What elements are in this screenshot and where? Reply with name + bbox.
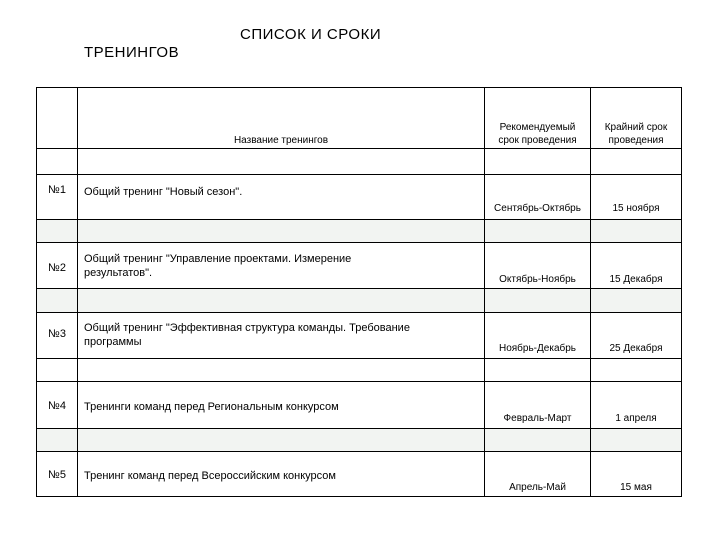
spacer-cell — [484, 148, 591, 175]
deadline-date: 15 ноября — [612, 203, 660, 214]
row-number: №3 — [48, 328, 66, 340]
header-recommended-label-2: срок проведения — [498, 135, 577, 146]
recommended-period: Октябрь-Ноябрь — [499, 274, 576, 285]
training-name-cont: результатов". — [84, 267, 153, 279]
training-table — [36, 87, 682, 497]
row-2-num-cell — [36, 242, 78, 289]
spacer-cell — [590, 148, 682, 175]
training-name: Тренинг команд перед Всероссийским конкурсом — [84, 470, 336, 482]
title-line-2: ТРЕНИНГОВ — [84, 44, 180, 61]
header-recommended-cell — [484, 87, 591, 149]
header-name-cell — [77, 87, 485, 149]
spacer-cell — [77, 148, 485, 175]
row-1-name-cell — [77, 174, 485, 220]
spacer-cell — [77, 358, 485, 382]
row-1-recommended-cell — [484, 174, 591, 220]
header-deadline-label-1: Крайний срок — [604, 122, 668, 133]
spacer-cell — [590, 288, 682, 313]
row-1-num-cell — [36, 174, 78, 220]
deadline-date: 1 апреля — [615, 413, 657, 424]
recommended-period: Апрель-Май — [509, 482, 566, 493]
header-recommended-label-1: Рекомендуемый — [499, 122, 576, 133]
row-number: №5 — [48, 469, 66, 481]
training-name: Общий тренинг "Управление проектами. Измерение — [84, 253, 352, 265]
deadline-date: 15 мая — [620, 482, 652, 493]
row-number: №1 — [48, 184, 66, 196]
row-4-name-cell — [77, 381, 485, 429]
training-name: Общий тренинг "Эффективная структура команды. Требование — [84, 322, 410, 334]
recommended-period: Ноябрь-Декабрь — [498, 343, 577, 354]
spacer-cell — [36, 288, 78, 313]
header-deadline-cell — [590, 87, 682, 149]
spacer-cell — [484, 428, 591, 452]
spacer-cell — [484, 358, 591, 382]
spacer-cell — [36, 148, 78, 175]
row-number: №2 — [48, 262, 66, 274]
row-2-name-cell — [77, 242, 485, 289]
row-3-recommended-cell — [484, 312, 591, 359]
row-3-num-cell — [36, 312, 78, 359]
row-4-deadline-cell — [590, 381, 682, 429]
row-5-recommended-cell — [484, 451, 591, 497]
spacer-cell — [590, 428, 682, 452]
row-2-recommended-cell — [484, 242, 591, 289]
recommended-period: Февраль-Март — [503, 413, 572, 424]
row-5-deadline-cell — [590, 451, 682, 497]
row-4-num-cell — [36, 381, 78, 429]
row-4-recommended-cell — [484, 381, 591, 429]
spacer-cell — [77, 428, 485, 452]
training-name-cont: программы — [84, 336, 142, 348]
spacer-cell — [77, 219, 485, 243]
row-1-deadline-cell — [590, 174, 682, 220]
title-line-1: СПИСОК И СРОКИ — [240, 26, 382, 43]
row-5-num-cell — [36, 451, 78, 497]
training-name: Тренинги команд перед Региональным конкурсом — [84, 401, 339, 413]
header-num-cell — [36, 87, 78, 149]
spacer-cell — [484, 288, 591, 313]
row-3-deadline-cell — [590, 312, 682, 359]
spacer-cell — [36, 219, 78, 243]
row-number: №4 — [48, 400, 66, 412]
header-name-label: Название тренингов — [233, 135, 329, 146]
row-3-name-cell — [77, 312, 485, 359]
header-deadline-label-2: проведения — [608, 135, 664, 146]
spacer-cell — [36, 428, 78, 452]
recommended-period: Сентябрь-Октябрь — [494, 203, 581, 214]
spacer-cell — [484, 219, 591, 243]
deadline-date: 15 Декабря — [609, 274, 663, 285]
spacer-cell — [36, 358, 78, 382]
spacer-cell — [590, 219, 682, 243]
row-5-name-cell — [77, 451, 485, 497]
row-2-deadline-cell — [590, 242, 682, 289]
training-name: Общий тренинг "Новый сезон". — [84, 186, 243, 198]
spacer-cell — [77, 288, 485, 313]
deadline-date: 25 Декабря — [609, 343, 663, 354]
spacer-cell — [590, 358, 682, 382]
